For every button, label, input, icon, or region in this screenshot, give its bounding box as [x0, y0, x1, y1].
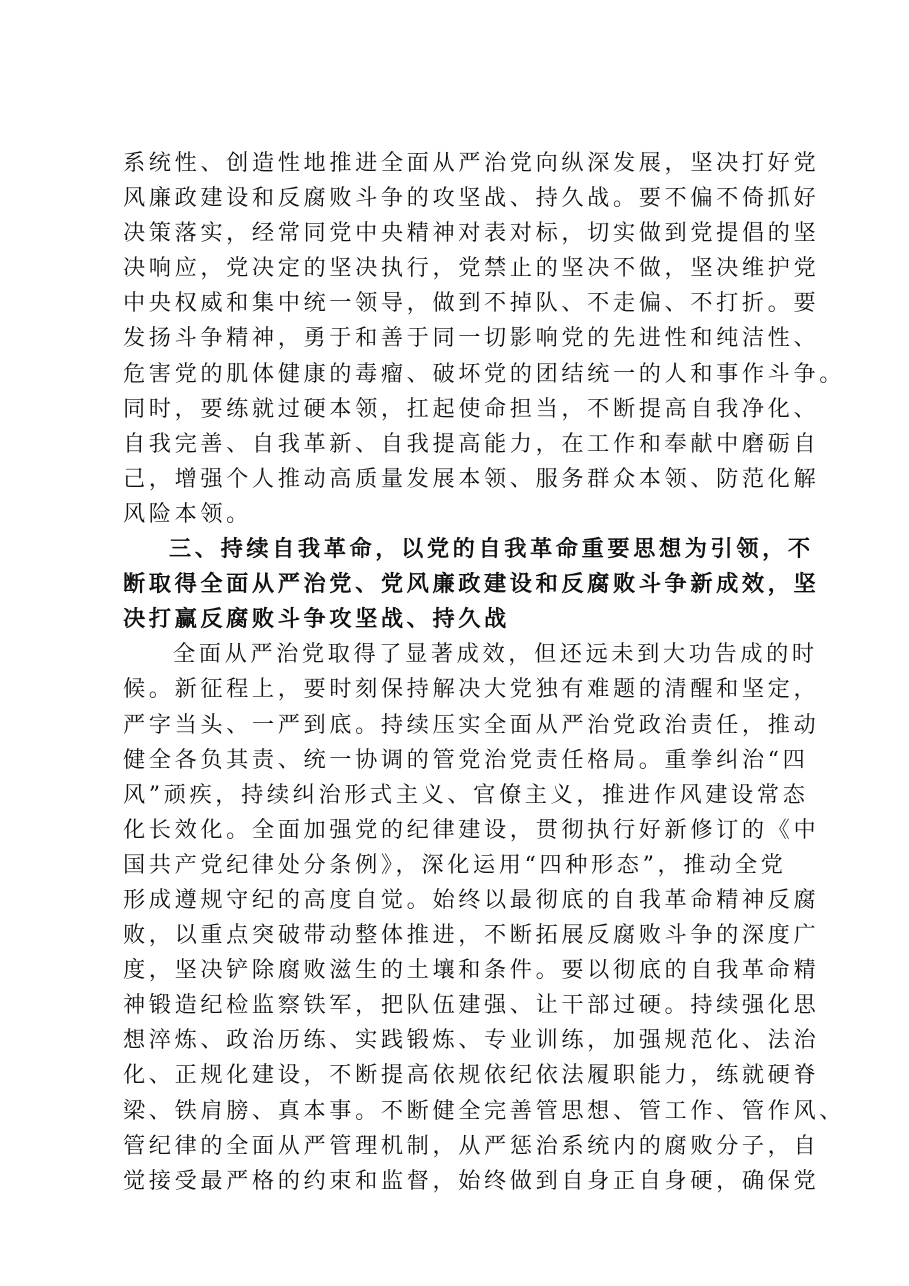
heading-line: 断取得全面从严治党、党风廉政建设和反腐败斗争新成效，坚 — [123, 571, 820, 598]
section-heading-3 — [123, 532, 820, 637]
paragraph-2 — [123, 637, 846, 1199]
para2-line: 健全各负其责、统一协调的管党治党责任格局。重拳纠治“四 — [123, 746, 809, 773]
para2-line: 国共产党纪律处分条例》，深化运用“四种形态”，推动全党 — [123, 851, 787, 878]
heading-line: 决打赢反腐败斗争攻坚战、持久战 — [123, 606, 510, 633]
para1-line: 己，增强个人推动高质量发展本领、服务群众本领、防范化解 — [123, 465, 820, 492]
para2-line: 度，坚决铲除腐败滋生的土壤和条件。要以彻底的自我革命精 — [123, 957, 820, 984]
para2-line: 觉接受最严格的约束和监督，始终做到自身正自身硬，确保党 — [123, 1167, 820, 1194]
para1-line: 同时，要练就过硬本领，扛起使命担当，不断提高自我净化、 — [123, 395, 820, 422]
para2-line: 严字当头、一严到底。持续压实全面从严治党政治责任，推动 — [123, 711, 820, 738]
para2-line: 风”顽疾，持续纠治形式主义、官僚主义，推进作风建设常态 — [123, 781, 809, 808]
para1-line: 风险本领。 — [123, 500, 252, 527]
para2-line: 想淬炼、政治历练、实践锻炼、专业训练，加强规范化、法治 — [123, 1027, 820, 1054]
para1-line: 中央权威和集中统一领导，做到不掉队、不走偏、不打折。要 — [123, 290, 820, 317]
para2-line: 化长效化。全面加强党的纪律建设，贯彻执行好新修订的《中 — [123, 816, 820, 843]
para1-line: 决响应，党决定的坚决执行，党禁止的坚决不做，坚决维护党 — [123, 255, 820, 282]
document-body — [123, 146, 846, 1199]
para1-line: 自我完善、自我革新、自我提高能力，在工作和奉献中磨砺自 — [123, 430, 820, 457]
para2-line: 形成遵规守纪的高度自觉。始终以最彻底的自我革命精神反腐 — [123, 886, 820, 913]
para2-line: 败，以重点突破带动整体推进，不断拓展反腐败斗争的深度广 — [123, 922, 820, 949]
paragraph-1 — [123, 146, 846, 532]
para2-line: 梁、铁肩膀、真本事。不断健全完善管思想、管工作、管作风、 — [123, 1097, 846, 1124]
para2-line: 神锻造纪检监察铁军，把队伍建强、让干部过硬。持续强化思 — [123, 992, 820, 1019]
para1-line: 风廉政建设和反腐败斗争的攻坚战、持久战。要不偏不倚抓好 — [123, 185, 820, 212]
para2-line: 化、正规化建设，不断提高依规依纪依法履职能力，练就硬脊 — [123, 1062, 820, 1089]
para1-line: 发扬斗争精神，勇于和善于同一切影响党的先进性和纯洁性、 — [123, 325, 820, 352]
para2-line: 候。新征程上，要时刻保持解决大党独有难题的清醒和坚定， — [123, 676, 820, 703]
para1-line: 系统性、创造性地推进全面从严治党向纵深发展，坚决打好党 — [123, 150, 820, 176]
heading-line: 三、持续自我革命，以党的自我革命重要思想为引领，不 — [169, 536, 814, 563]
para1-line: 危害党的肌体健康的毒瘤、破坏党的团结统一的人和事作斗争。 — [123, 360, 846, 387]
para2-line: 全面从严治党取得了显著成效，但还远未到大功告成的时 — [173, 641, 818, 668]
para1-line: 决策落实，经常同党中央精神对表对标，切实做到党提倡的坚 — [123, 220, 820, 247]
para2-line: 管纪律的全面从严管理机制，从严惩治系统内的腐败分子，自 — [123, 1132, 820, 1159]
